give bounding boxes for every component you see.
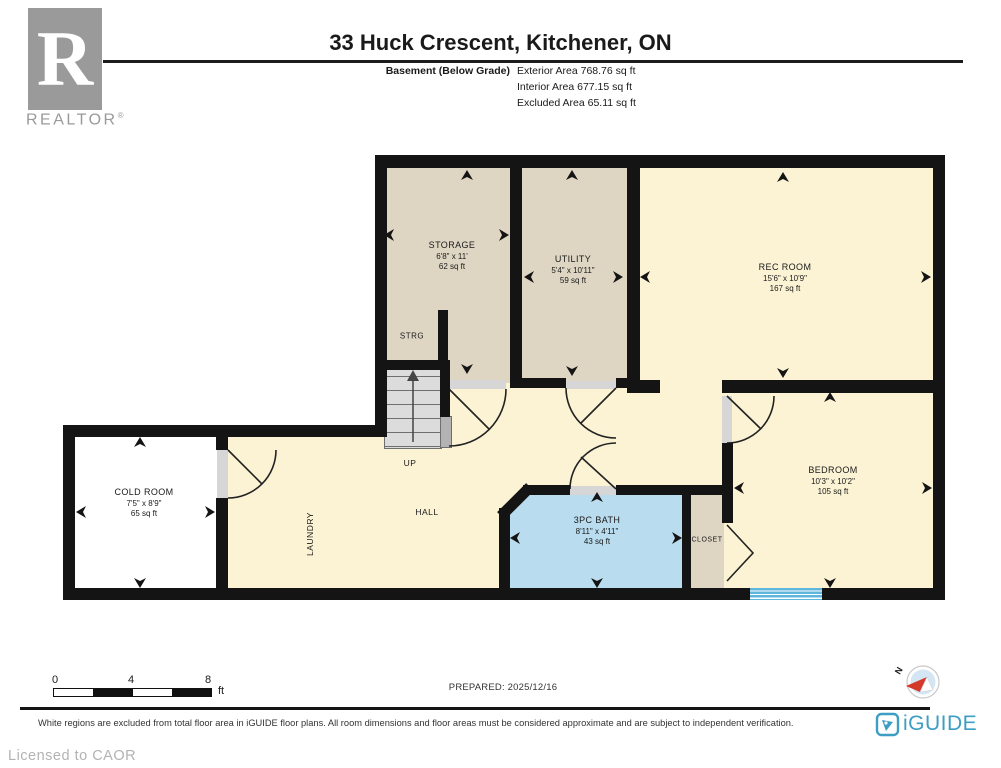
- floorplan-page: R REALTOR® 33 Huck Crescent, Kitchener, ON Basement (Below Grade) Exterior Area 768.76 sq ft Interior Area 677.15 sq ft Excluded Area 65.11 sq ft N STORAGE 6'8" x 11' 62 sq ft UTILITY 5'4" x 10'11" 59 sq ft REC ROOM 15'6" x 10'9" 167 sq ft COLD ROOM 7'5" x 8'9" 65 sq ft 3PC BATH 8'11" x 4'11" 43 sq ft BEDROOM 10'3" x 10'2" 105 sq ft STRG UP HALL LAUNDRY CLOSET 0 4 8 ft PREPARED: 2025/12/16 White regions are excluded from total floor area in iGUIDE floor plans. All room dimensions and floor areas must be considered approximate and are subject to independent verification. iGUIDE Licensed to CAOR: [0, 0, 1001, 768]
- room-label-storage: STORAGE 6'8" x 11' 62 sq ft: [428, 239, 476, 271]
- room-label-bath: 3PC BATH 8'11" x 4'11" 43 sq ft: [573, 514, 621, 546]
- wall: [63, 588, 228, 600]
- wall: [627, 380, 660, 393]
- strg-label: STRG: [399, 331, 425, 341]
- wall: [722, 443, 733, 523]
- wall: [627, 155, 640, 393]
- realtor-wordmark: REALTOR®: [26, 111, 126, 129]
- wall: [375, 155, 945, 168]
- hall-label: HALL: [415, 507, 439, 517]
- wall: [216, 437, 228, 450]
- prepared-date: PREPARED: 2025/12/16: [448, 682, 558, 693]
- laundry-label: LAUNDRY: [305, 512, 315, 556]
- footer-divider: [20, 707, 930, 710]
- closet-bifold-door: [727, 525, 753, 581]
- wall: [216, 425, 387, 437]
- wall: [510, 155, 522, 388]
- wall: [616, 485, 722, 495]
- wall: [216, 588, 945, 600]
- closet-label: CLOSET: [691, 536, 723, 544]
- iguide-wordmark: iGUIDE: [903, 712, 978, 735]
- iguide-logo-icon: [877, 714, 898, 735]
- wall: [440, 360, 450, 417]
- wall: [499, 508, 510, 588]
- compass-icon: [893, 665, 939, 698]
- wall: [438, 310, 448, 365]
- wall: [933, 155, 945, 600]
- wall: [682, 485, 691, 588]
- compass-north-label: N: [892, 665, 905, 676]
- registered-mark: ®: [117, 111, 126, 120]
- wall: [63, 425, 228, 437]
- wall: [63, 425, 75, 600]
- room-label-bedroom: BEDROOM 10'3" x 10'2" 105 sq ft: [808, 464, 858, 496]
- up-label: UP: [403, 458, 417, 468]
- room-label-rec-room: REC ROOM 15'6" x 10'9" 167 sq ft: [758, 261, 812, 293]
- scale-bar: [53, 688, 212, 697]
- bedroom-window: [748, 588, 824, 600]
- wall: [510, 378, 566, 388]
- scale-bar-unit: ft: [218, 685, 225, 697]
- floor-label: Basement (Below Grade): [385, 65, 510, 77]
- wall: [216, 498, 228, 588]
- interior-area: Interior Area 677.15 sq ft: [517, 81, 632, 93]
- wall: [375, 155, 387, 437]
- page-title: 33 Huck Crescent, Kitchener, ON: [329, 30, 672, 55]
- wall: [523, 485, 570, 495]
- realtor-logo-letter: R: [36, 15, 94, 102]
- stairs-up-arrow: [407, 370, 419, 442]
- license-text: Licensed to CAOR: [8, 748, 137, 764]
- exterior-area: Exterior Area 768.76 sq ft: [517, 65, 636, 77]
- wall: [722, 380, 945, 393]
- disclaimer-text: White regions are excluded from total floor area in iGUIDE floor plans. All room dimensions and floor areas must be considered approximate and are subject to independent verification.: [38, 718, 794, 728]
- excluded-area: Excluded Area 65.11 sq ft: [517, 97, 636, 109]
- room-label-utility: UTILITY 5'4" x 10'11" 59 sq ft: [551, 253, 595, 285]
- room-label-cold-room: COLD ROOM 7'5" x 8'9" 65 sq ft: [114, 486, 174, 518]
